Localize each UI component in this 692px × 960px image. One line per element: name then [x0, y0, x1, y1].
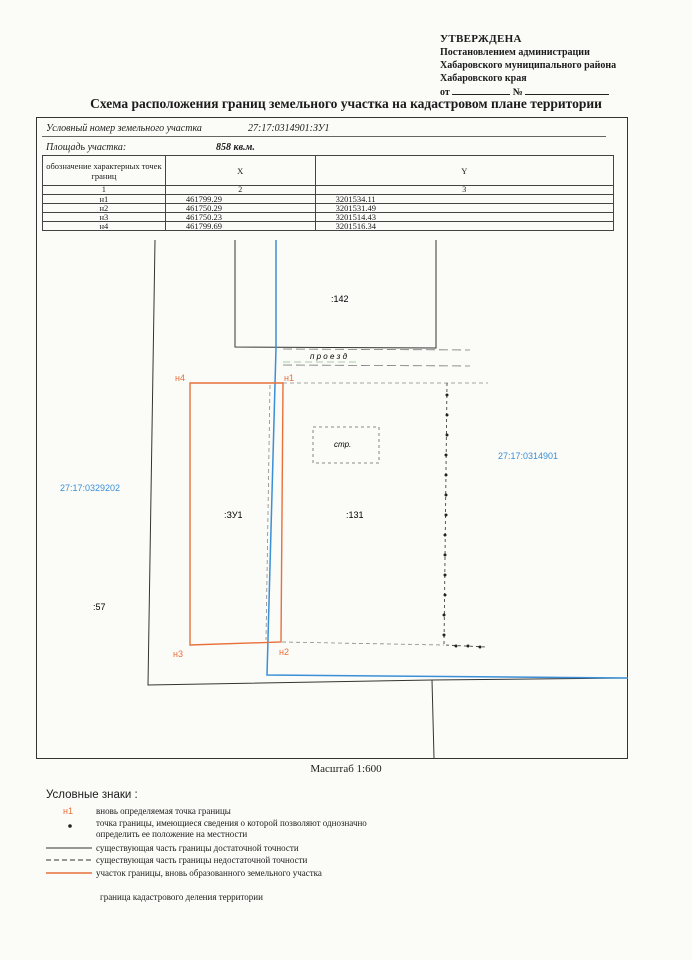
col-number-2: 2	[165, 186, 315, 195]
header-x: X	[165, 156, 315, 186]
legend-title: Условные знаки :	[46, 789, 138, 801]
cadastral-number-label: Условный номер земельного участка	[46, 123, 202, 134]
legend-item-new-point: вновь определяемая точка границы	[96, 806, 231, 816]
legend-item-quarter-boundary: граница кадастрового деления территории	[100, 892, 263, 902]
cell-x: 461750.23	[165, 213, 315, 222]
date-prefix: от	[440, 87, 450, 98]
parcel-131-bottom	[282, 642, 444, 645]
col-number-1: 1	[43, 186, 166, 195]
proezd-line-2	[283, 365, 470, 366]
label-building: стр.	[334, 440, 352, 449]
approval-heading: УТВЕРЖДЕНА	[440, 33, 522, 45]
quarter-boundary-line	[267, 240, 628, 678]
cell-y: 3201531.49	[315, 204, 613, 213]
label-142: :142	[331, 294, 349, 304]
cell-x: 461750.29	[165, 204, 315, 213]
legend-item-existing-point: точка границы, имеющиеся сведения о которой позволяют однозначно	[96, 818, 367, 828]
proezd-line-1	[283, 349, 470, 350]
area-value: 858 кв.м.	[216, 142, 255, 153]
boundary-points-131	[443, 394, 482, 649]
label-zu1: :ЗУ1	[224, 510, 243, 520]
parcel-131-right	[444, 383, 487, 647]
document-title: Схема расположения границ земельного участка на кадастровом плане территории	[90, 96, 602, 111]
cell-y: 3201534.11	[315, 195, 613, 204]
point-n4: н4	[175, 373, 185, 383]
legend-item-inaccurate-boundary: существующая часть границы недостаточной точности	[96, 855, 308, 865]
legend-item-new-parcel-boundary: участок границы, вновь образованного земельного участка	[96, 868, 322, 878]
cell-point: н3	[43, 213, 166, 222]
header-points: обозначение характерных точек границ	[43, 156, 166, 186]
number-sign: №	[512, 87, 523, 98]
label-quarter-right: 27:17:0314901	[498, 451, 559, 461]
legend-item-accurate-boundary: существующая часть границы достаточной точности	[96, 843, 299, 853]
legend-item-existing-point-cont: определить ее положение на местности	[96, 829, 248, 839]
legend-symbol-point	[68, 824, 72, 828]
cell-y: 3201516.34	[315, 222, 613, 231]
scale-label: Масштаб 1:600	[310, 763, 382, 775]
label-quarter-left: 27:17:0329202	[60, 483, 121, 493]
approval-line-3: Хабаровского края	[440, 73, 527, 84]
cell-point: н4	[43, 222, 166, 231]
point-n2: н2	[279, 647, 289, 657]
header-y: Y	[315, 156, 613, 186]
label-57: :57	[93, 602, 106, 612]
cell-x: 461799.69	[165, 222, 315, 231]
cell-x: 461799.29	[165, 195, 315, 204]
cell-point: н2	[43, 204, 166, 213]
cell-point: н1	[43, 195, 166, 204]
cell-y: 3201514.43	[315, 213, 613, 222]
boundary-bottom-divider	[432, 680, 434, 758]
area-label: Площадь участка:	[46, 142, 127, 153]
approval-line-1: Постановлением администрации	[440, 47, 590, 58]
point-n3: н3	[173, 649, 183, 659]
legend-symbol-n1: н1	[63, 806, 73, 816]
point-n1: н1	[284, 373, 294, 383]
col-number-3: 3	[315, 186, 613, 195]
label-131: :131	[346, 510, 364, 520]
label-proezd: п р о е з д	[310, 352, 348, 361]
approval-line-2: Хабаровского муниципального района	[440, 60, 617, 71]
cadastral-number-value: 27:17:0314901:ЗУ1	[248, 123, 330, 134]
